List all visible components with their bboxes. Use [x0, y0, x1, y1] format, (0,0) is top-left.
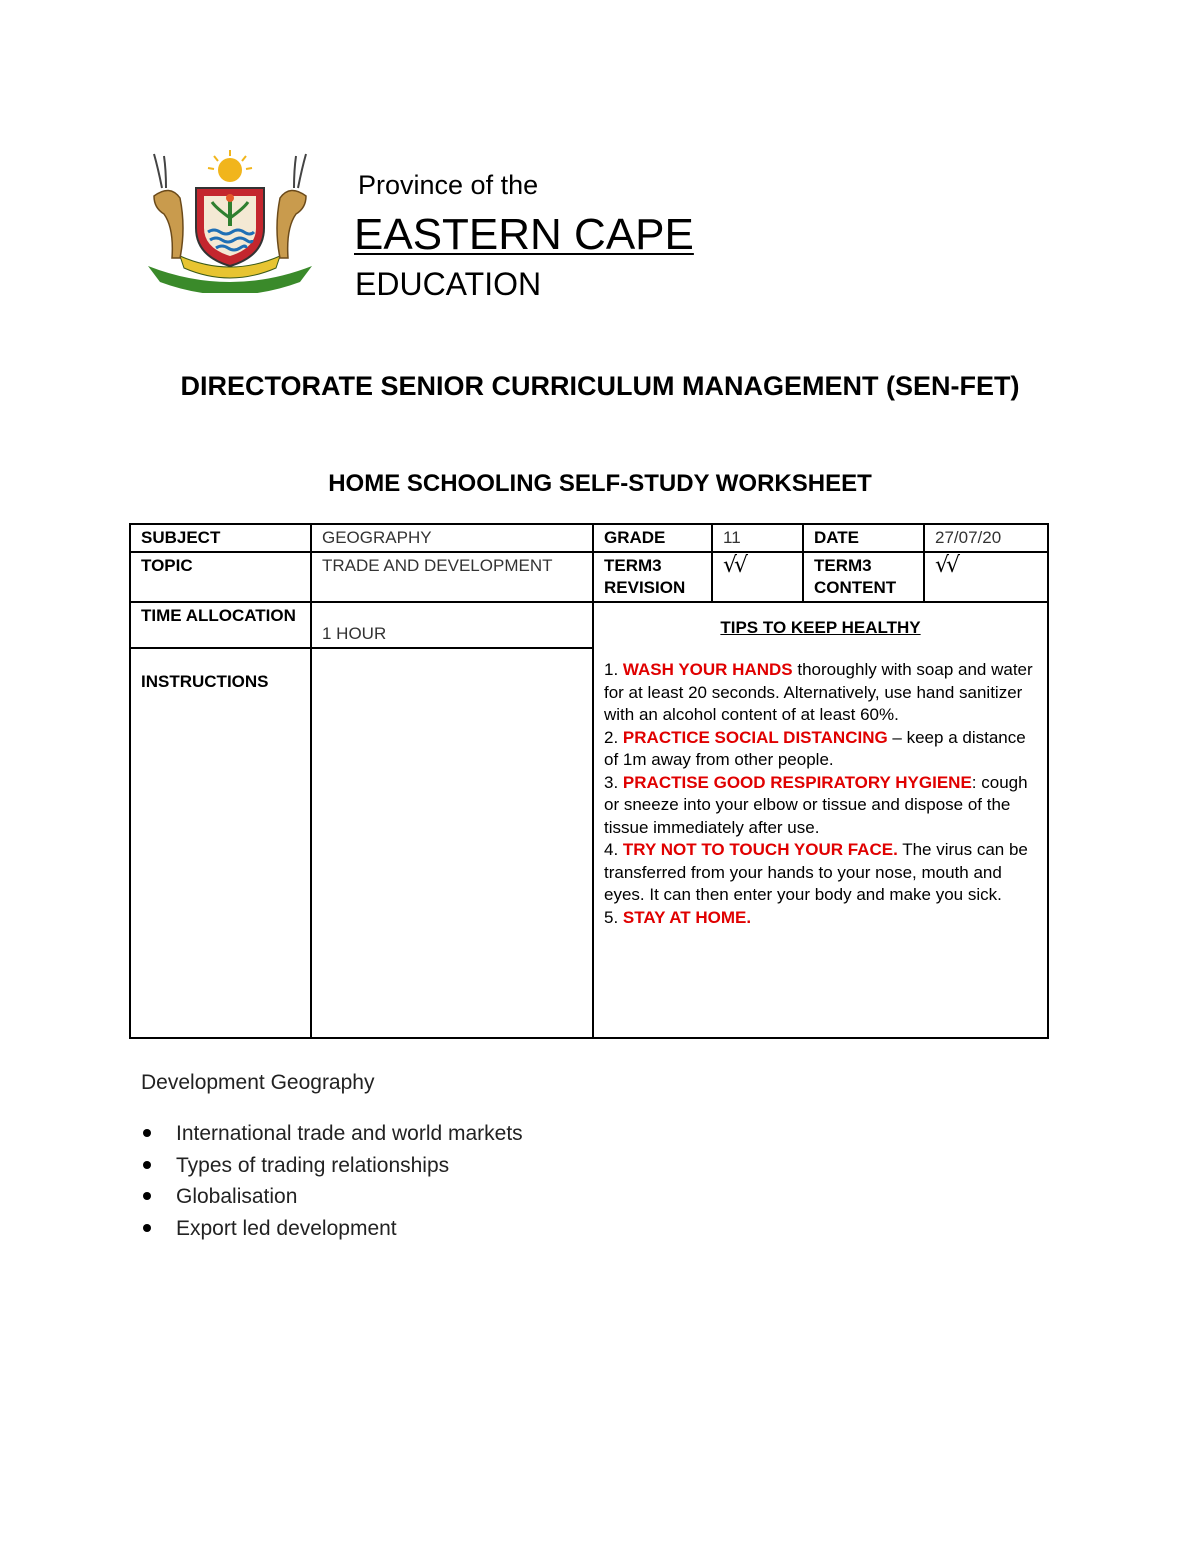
- province-label: Province of the: [358, 170, 539, 200]
- topics-heading: Development Geography: [141, 1071, 375, 1094]
- tip-text: – keep a distance of 1m away from other people.: [604, 727, 1026, 769]
- tip-number: 1.: [604, 660, 619, 679]
- tip-text: The virus can be transferred from your hands to your nose, mouth and eyes. It can then enter your body and make you sick.: [604, 840, 1028, 904]
- term-revision-label: TERM3 REVISION: [593, 552, 712, 602]
- table-row: [130, 552, 1048, 602]
- bullet-icon: [143, 1129, 151, 1137]
- instructions-value: [311, 648, 593, 1038]
- department-name: EDUCATION: [355, 266, 542, 302]
- tips-title: TIPS TO KEEP HEALTHY: [720, 618, 921, 637]
- coat-of-arms-icon: [140, 148, 320, 293]
- worksheet-info-table: [129, 523, 1049, 1039]
- tip-item: [604, 839, 1037, 907]
- topic-label: TOPIC: [130, 552, 311, 602]
- time-allocation-label: TIME ALLOCATION: [130, 602, 311, 648]
- tip-number: 5.: [604, 907, 619, 927]
- tip-text: thoroughly with soap and water for at least 20 seconds. Alternatively, use hand sanitizer with an alcohol content of at least 60%.: [604, 660, 1033, 724]
- grade-value: 11: [712, 524, 803, 552]
- tip-item: [604, 907, 1037, 930]
- tip-text: : cough or sneeze into your elbow or tissue and dispose of the tissue immediately after use.: [604, 772, 1028, 837]
- term-revision-check: √√: [712, 552, 803, 602]
- bullet-icon: [143, 1161, 151, 1169]
- worksheet-title: HOME SCHOOLING SELF-STUDY WORKSHEET: [328, 470, 872, 497]
- list-item: [140, 1118, 523, 1150]
- term-content-label: TERM3 CONTENT: [803, 552, 924, 602]
- list-item: [140, 1213, 523, 1245]
- bullet-icon: [143, 1224, 151, 1232]
- list-item-text: Types of trading relationships: [176, 1153, 450, 1177]
- health-tips-panel: [593, 602, 1048, 1038]
- subject-value: GEOGRAPHY: [311, 524, 593, 552]
- bullet-icon: [143, 1192, 151, 1200]
- list-item: [140, 1181, 523, 1213]
- list-item-text: International trade and world markets: [176, 1122, 523, 1145]
- list-item-text: Globalisation: [176, 1185, 298, 1208]
- tip-item: [604, 727, 1037, 772]
- grade-label: GRADE: [593, 524, 712, 552]
- tip-number: 4.: [604, 840, 619, 859]
- topic-value: TRADE AND DEVELOPMENT: [311, 552, 593, 602]
- province-name: EASTERN CAPE: [354, 210, 694, 259]
- topics-list: [140, 1118, 523, 1244]
- tip-highlight: WASH YOUR HANDS: [622, 660, 793, 679]
- time-allocation-value: 1 HOUR: [311, 602, 593, 648]
- date-value: 27/07/20: [924, 524, 1048, 552]
- tip-number: 3.: [604, 772, 619, 792]
- tip-highlight: PRACTICE SOCIAL DISTANCING: [622, 727, 888, 747]
- term-content-check: √√: [924, 552, 1048, 602]
- tip-item: [604, 659, 1037, 727]
- tip-highlight: STAY AT HOME.: [622, 907, 752, 927]
- tip-item: [604, 772, 1037, 840]
- table-row: [130, 524, 1048, 552]
- directorate-title: DIRECTORATE SENIOR CURRICULUM MANAGEMENT (SEN-FET): [180, 371, 1020, 401]
- tip-highlight: TRY NOT TO TOUCH YOUR FACE.: [622, 840, 898, 859]
- table-row: [130, 602, 1048, 648]
- tip-highlight: PRACTISE GOOD RESPIRATORY HYGIENE: [622, 772, 972, 792]
- tip-number: 2.: [604, 727, 619, 747]
- list-item-text: Export led development: [176, 1216, 397, 1240]
- instructions-label: INSTRUCTIONS: [130, 648, 311, 1038]
- subject-label: SUBJECT: [130, 524, 311, 552]
- date-label: DATE: [803, 524, 924, 552]
- list-item: [140, 1150, 523, 1182]
